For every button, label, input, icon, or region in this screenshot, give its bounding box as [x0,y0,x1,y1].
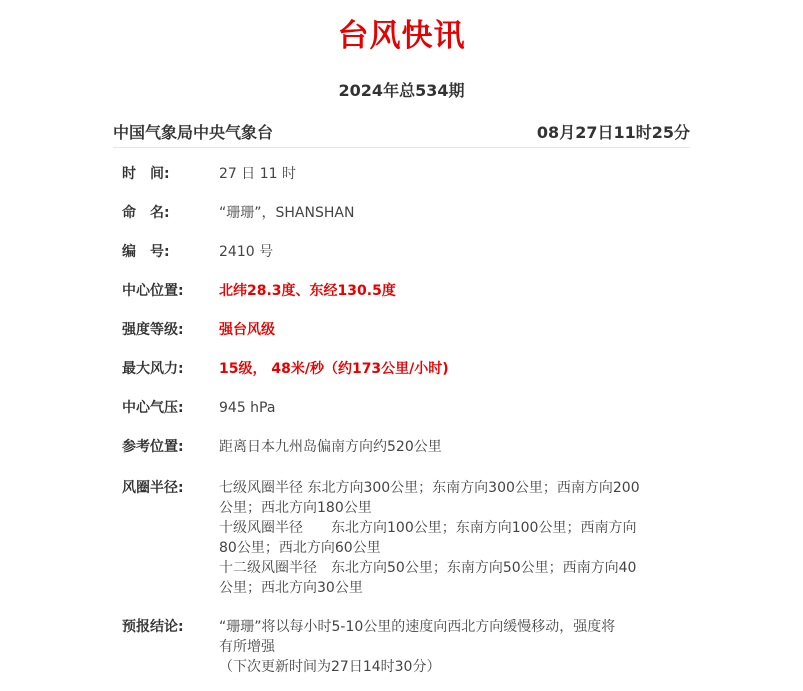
field-number-label: 编 号: [122,244,170,260]
field-intensity-label: 强度等级: [122,322,184,338]
field-center-label: 中心位置: [122,283,184,299]
wind-radius-line: 公里；西北方向180公里 [219,500,372,516]
field-name-value: “珊珊”，SHANSHAN [219,205,355,221]
field-forecast-label: 预报结论: [122,619,184,635]
field-time-label: 时 间: [122,166,170,182]
page-title: 台风快讯 [337,18,466,54]
field-pressure-value: 945 hPa [219,400,276,416]
field-reference-label: 参考位置: [122,439,184,455]
header-divider [113,147,690,148]
agency-name: 中国气象局中央气象台 [113,123,274,142]
field-name-label: 命 名: [122,205,170,221]
field-max-wind-value: 15级， 48米/秒（约173公里/小时) [219,361,449,377]
issue-number: 2024年总534期 [338,81,465,100]
field-wind-radius-value [219,478,679,598]
forecast-line: 有所增强 [219,639,275,655]
forecast-line: （下次更新时间为27日14时30分） [219,659,441,675]
wind-radius-line: 十级风圈半径 东北方向100公里；东南方向100公里；西南方向 [219,520,637,536]
field-reference-value: 距离日本九州岛偏南方向约520公里 [219,439,442,455]
field-forecast-value [219,617,679,677]
field-number-value: 2410 号 [219,244,274,260]
field-pressure-label: 中心气压: [122,400,184,416]
field-center-value: 北纬28.3度、东经130.5度 [219,283,396,299]
wind-radius-line: 80公里；西北方向60公里 [219,540,381,556]
publish-time: 08月27日11时25分 [536,123,690,142]
field-intensity-value: 强台风级 [219,322,275,338]
forecast-line: “珊珊”将以每小时5-10公里的速度向西北方向缓慢移动，强度将 [219,619,616,635]
wind-radius-line: 十二级风圈半径 东北方向50公里；东南方向50公里；西南方向40 [219,560,637,576]
field-time-value: 27 日 11 时 [219,166,296,182]
field-max-wind-label: 最大风力: [122,361,184,377]
wind-radius-line: 七级风圈半径 东北方向300公里；东南方向300公里；西南方向200 [219,480,640,496]
field-wind-radius-label: 风圈半径: [122,480,184,496]
wind-radius-line: 公里；西北方向30公里 [219,580,363,596]
bulletin-header [113,120,690,144]
